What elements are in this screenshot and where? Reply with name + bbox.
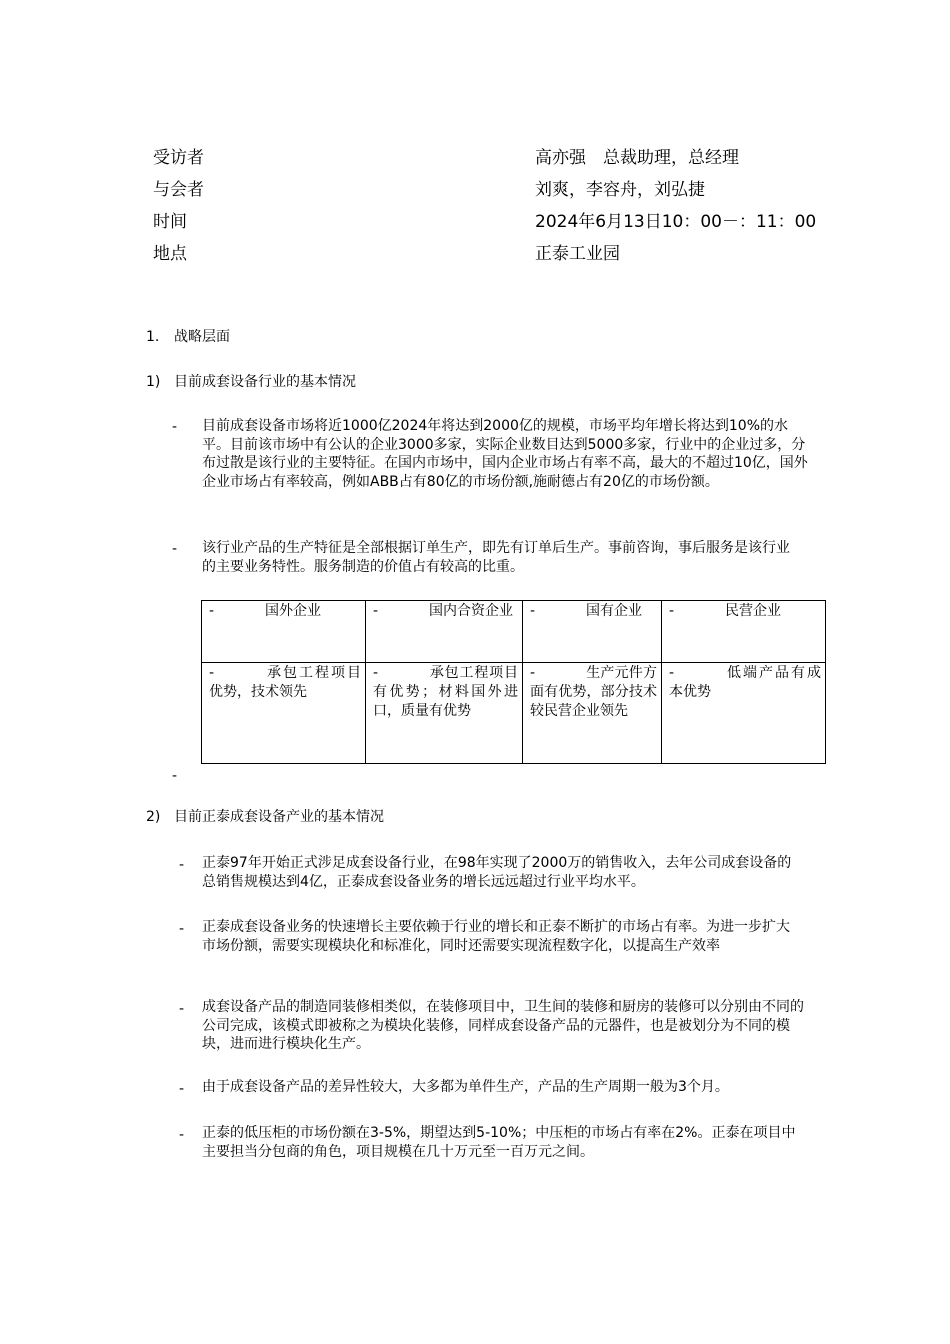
table-header-cell: - 国内合资企业 (366, 601, 523, 663)
sub2-number: 2) (146, 809, 161, 825)
sub1-bullet-mark-1: - (172, 419, 178, 435)
attendees-label: 与会者 (153, 180, 204, 200)
sub2-bullet-5: 正泰的低压柜的市场份额在3-5%，期望达到5-10%；中压柜的市场占有率在2%。正泰在项目中主要担当分包商的角色，项目规模在几十万元至一百万元之间。 (202, 1125, 796, 1160)
table-cell: - 低端产品有成本优势 (662, 663, 826, 764)
sub1-number: 1) (146, 374, 161, 390)
interviewee-value: 高亦强 总裁助理，总经理 (535, 148, 739, 168)
table-header-cell: - 国有企业 (523, 601, 662, 663)
interviewee-label: 受访者 (153, 148, 204, 168)
table-row (202, 663, 826, 764)
location-label: 地点 (153, 244, 187, 264)
sub2-title: 目前正泰成套设备产业的基本情况 (174, 809, 384, 825)
table-cell: - 承包工程项目优势，技术领先 (202, 663, 366, 764)
sub2-bullet-mark-1: - (179, 857, 185, 873)
sub1-bullet-mark-2: - (172, 541, 178, 557)
sub2-bullet-mark-2: - (179, 921, 185, 937)
table-cell: - 承包工程项目有优势；材料国外进口，质量有优势 (366, 663, 523, 764)
table-cell: - 生产元件方面有优势，部分技术较民营企业领先 (523, 663, 662, 764)
attendees-value: 刘爽，李容舟，刘弘捷 (535, 180, 705, 200)
enterprise-table (201, 600, 826, 764)
section1-number: 1. (146, 329, 160, 345)
sub2-bullet-mark-4: - (179, 1081, 185, 1097)
sub2-bullet-2: 正泰成套设备业务的快速增长主要依赖于行业的增长和正泰不断扩的市场占有率。为进一步扩大市场份额，需要实现模块化和标准化，同时还需要实现流程数字化，以提高生产效率 (202, 919, 790, 954)
table-header-cell: - 国外企业 (202, 601, 366, 663)
sub2-bullet-mark-3: - (179, 1001, 185, 1017)
sub2-bullet-1: 正泰97年开始正式涉足成套设备行业，在98年实现了2000万的销售收入，去年公司成套设备的总销售规模达到4亿，正泰成套设备业务的增长远远超过行业平均水平。 (202, 855, 792, 890)
section1-title: 战略层面 (174, 329, 230, 345)
table-header-cell: - 民营企业 (662, 601, 826, 663)
sub1-trailing-mark: - (172, 768, 178, 784)
sub2-bullet-mark-5: - (179, 1127, 185, 1143)
sub2-bullet-3: 成套设备产品的制造同装修相类似，在装修项目中，卫生间的装修和厨房的装修可以分别由不同的公司完成，该模式即被称之为模块化装修，同样成套设备产品的元器件，也是被划分为不同的模块，进而进行模块化生产。 (202, 999, 804, 1052)
table-header-row (202, 601, 826, 663)
time-label: 时间 (153, 212, 187, 232)
sub1-bullet-2: 该行业产品的生产特征是全部根据订单生产，即先有订单后生产。事前咨询，事后服务是该行业的主要业务特性。服务制造的价值占有较高的比重。 (202, 540, 790, 575)
time-value: 2024年6月13日10：00－：11：00 (535, 212, 817, 232)
location-value: 正泰工业园 (535, 244, 620, 264)
sub2-bullet-4: 由于成套设备产品的差异性较大，大多都为单件生产，产品的生产周期一般为3个月。 (202, 1079, 729, 1095)
sub1-title: 目前成套设备行业的基本情况 (174, 374, 356, 390)
sub1-bullet-1: 目前成套设备市场将近1000亿2024年将达到2000亿的规模，市场平均年增长将达到10%的水平。目前该市场中有公认的企业3000多家，实际企业数目达到5000多家，行业中的企业过多，分布过散是该行业的主要特征。在国内市场中，国内企业市场占有率不高，最大的不超过10亿，国外企业市场占有率较高，例如ABB占有80亿的市场份额,施耐德占有20亿的市场份额。 (202, 418, 808, 490)
